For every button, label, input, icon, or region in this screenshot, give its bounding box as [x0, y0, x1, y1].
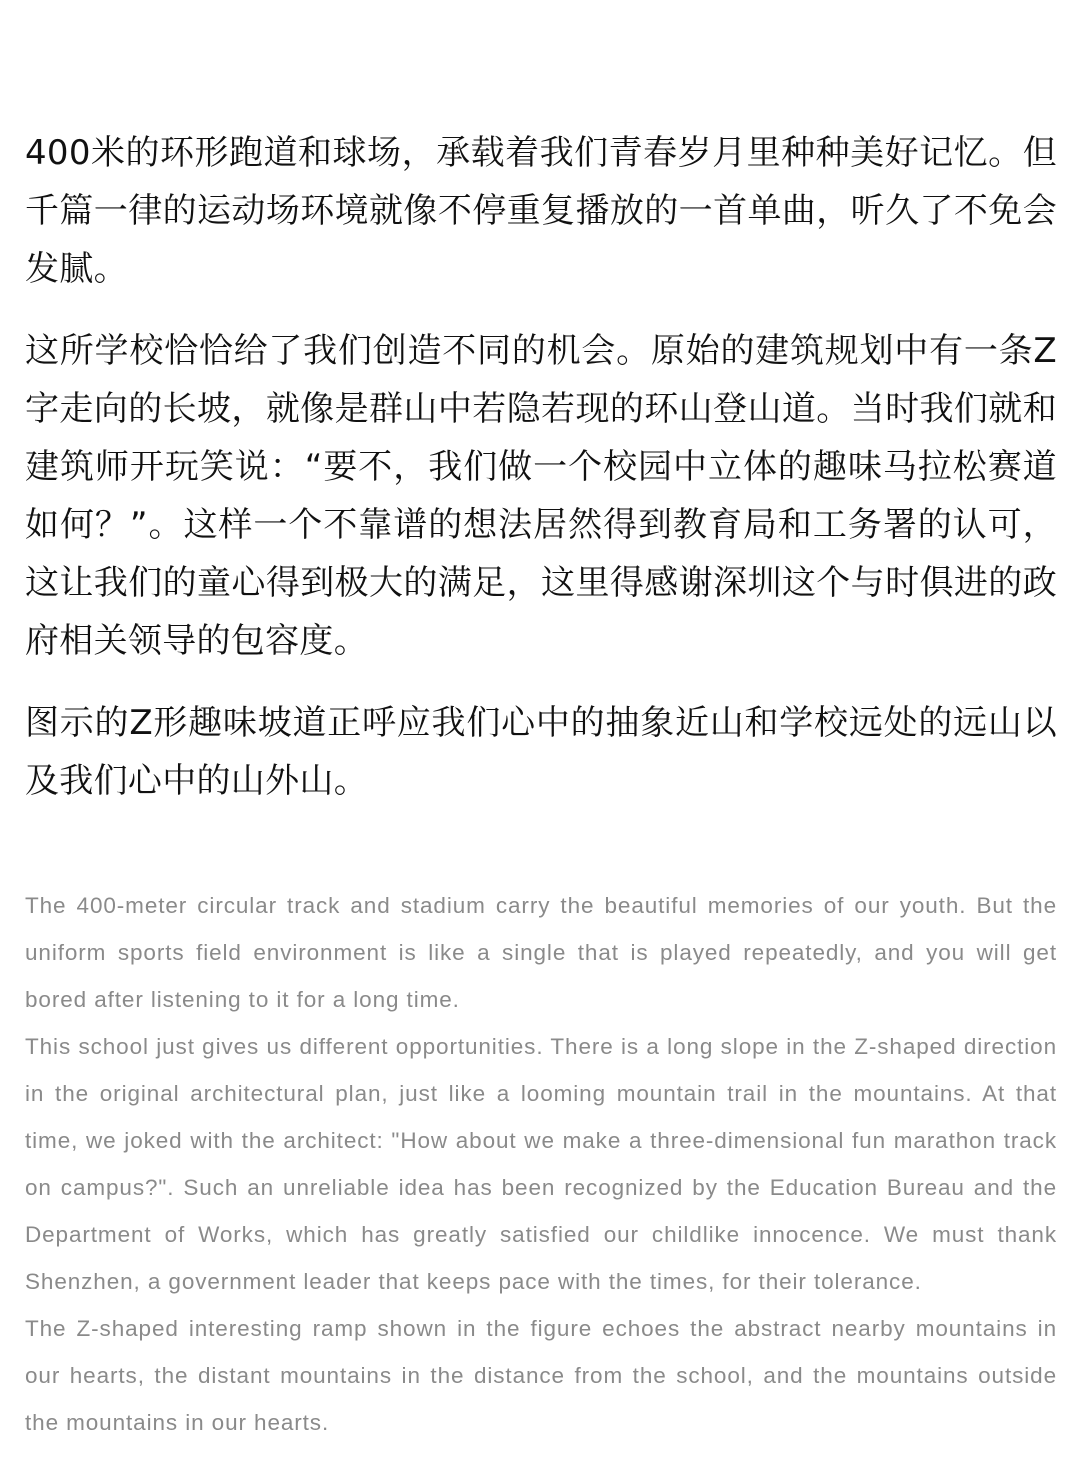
english-paragraph-3: The Z-shaped interesting ramp shown in the figure echoes the abstract nearby mountains in our hearts, the distant mountains in the distance from the school, and the mountains outside the mountains in our hearts.: [25, 1316, 1057, 1435]
english-paragraph-1: The 400-meter circular track and stadium carry the beautiful memories of our youth. But the uniform sports field environment is like a single that is played repeatedly, and you will get bored after listening to it for a long time.: [25, 893, 1057, 1012]
chinese-paragraph-2: 这所学校恰恰给了我们创造不同的机会。原始的建筑规划中有一条Z字走向的长坡，就像是群山中若隐若现的环山登山道。当时我们就和建筑师开玩笑说：“要不，我们做一个校园中立体的趣味马拉松赛道如何？”。这样一个不靠谱的想法居然得到教育局和工务署的认可，这让我们的童心得到极大的满足，这里得感谢深圳这个与时俱进的政府相关领导的包容度。: [25, 331, 1057, 661]
chinese-paragraph-1: 400米的环形跑道和球场，承载着我们青春岁月里种种美好记忆。但千篇一律的运动场环境就像不停重复播放的一首单曲，听久了不免会发腻。: [25, 133, 1057, 289]
english-paragraph-2: This school just gives us different opportunities. There is a long slope in the Z-shaped direction in the original architectural plan, just like a looming mountain trail in the mountains. At that time, we joked with the architect: "How about we make a three-dimensional fun marathon track on campus?". Such an unreliable idea has been recognized by the Education Bureau and the Department of Works, which has greatly satisfied our childlike innocence. We must thank Shenzhen, a government leader that keeps pace with the times, for their tolerance.: [25, 1034, 1057, 1294]
chinese-paragraph-3: 图示的Z形趣味坡道正呼应我们心中的抽象近山和学校远处的远山以及我们心中的山外山。: [25, 703, 1057, 801]
chinese-text-section: [25, 124, 1057, 834]
english-text-section: [25, 882, 1057, 1446]
